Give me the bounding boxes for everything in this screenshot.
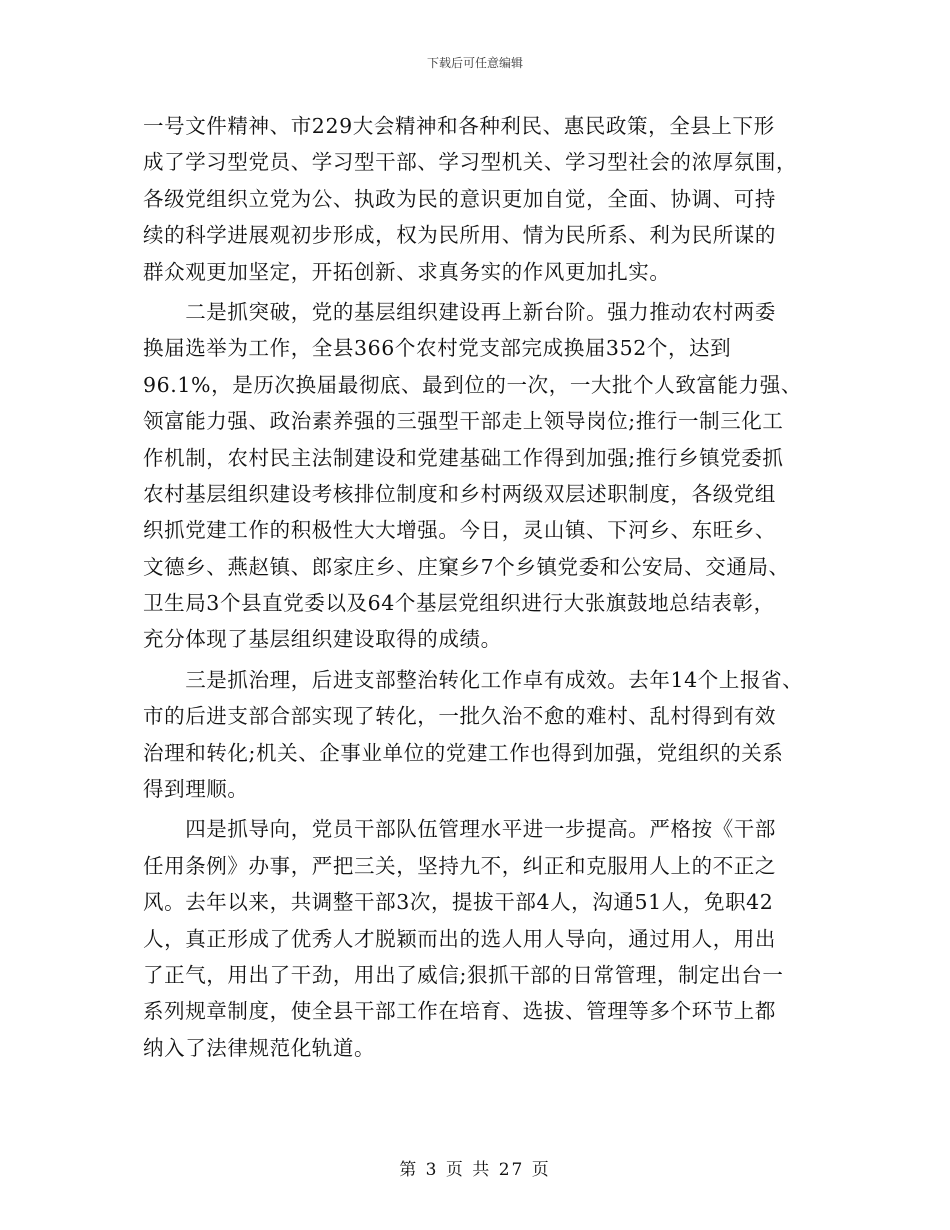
text-line: 市的后进支部合部实现了转化，一批久治不愈的难村、乱村得到有效 xyxy=(143,704,776,729)
text-line: 96.1%，是历次换届最彻底、最到位的一次，一大批个人致富能力强、 xyxy=(143,372,802,397)
text-line: 领富能力强、政治素养强的三强型干部走上领导岗位;推行一制三化工 xyxy=(143,409,784,434)
text-line: 得到理顺。 xyxy=(143,777,249,802)
text-line: 了正气，用出了干劲，用出了威信;狠抓干部的日常管理，制定出台一 xyxy=(143,962,784,987)
text-line: 农村基层组织建设考核排位制度和乡村两级双层述职制度，各级党组 xyxy=(143,481,776,506)
text-line: 卫生局3个县直党委以及64个基层党组织进行大张旗鼓地总结表彰， xyxy=(143,591,775,616)
text-line: 充分体现了基层组织建设取得的成绩。 xyxy=(143,627,502,652)
text-line: 治理和转化;机关、企事业单位的党建工作也得到加强，党组织的关系 xyxy=(143,740,784,765)
text-line: 三是抓治理，后进支部整治转化工作卓有成效。去年14个上报省、 xyxy=(143,667,804,692)
text-line: 换届选举为工作，全县366个农村党支部完成换届352个，达到 xyxy=(143,336,732,361)
paragraph-3 xyxy=(143,662,823,808)
text-line: 一号文件精神、市229大会精神和各种利民、惠民政策，全县上下形 xyxy=(143,114,775,138)
text-line: 人，真正形成了优秀人才脱颖而出的选人用人导向，通过用人，用出 xyxy=(143,926,776,951)
text-line: 成了学习型党员、学习型干部、学习型机关、学习型社会的浓厚氛围， xyxy=(143,150,798,175)
document-body xyxy=(143,108,823,1066)
paragraph-1 xyxy=(143,108,823,290)
text-line: 续的科学进展观初步形成，权为民所用、情为民所系、利为民所谋的 xyxy=(143,223,776,248)
paragraph-2 xyxy=(143,294,823,658)
text-line: 作机制，农村民主法制建设和党建基础工作得到加强;推行乡镇党委抓 xyxy=(143,445,784,470)
text-line: 文德乡、燕赵镇、郎家庄乡、庄窠乡7个乡镇党委和公安局、交通局、 xyxy=(143,554,790,579)
text-line: 系列规章制度，使全县干部工作在培育、选拔、管理等多个环节上都 xyxy=(143,999,776,1024)
text-line: 各级党组织立党为公、执政为民的意识更加自觉，全面、协调、可持 xyxy=(143,186,776,211)
text-line: 四是抓导向，党员干部队伍管理水平进一步提高。严格按《干部 xyxy=(143,817,776,842)
text-line: 任用条例》办事，严把三关，坚持九不，纠正和克服用人上的不正之 xyxy=(143,853,776,878)
text-line: 群众观更加坚定，开拓创新、求真务实的作风更加扎实。 xyxy=(143,259,671,284)
paragraph-4 xyxy=(143,811,823,1066)
text-line: 风。去年以来，共调整干部3次，提拔干部4人，沟通51人，免职42 xyxy=(143,890,774,915)
page-number-footer: 第 3 页 共 27 页 xyxy=(399,1160,551,1180)
text-line: 织抓党建工作的积极性大大增强。今日，灵山镇、下河乡、东旺乡、 xyxy=(143,518,776,543)
page-header: 下载后可任意编辑 xyxy=(426,56,523,70)
text-line: 二是抓突破，党的基层组织建设再上新台阶。强力推动农村两委 xyxy=(143,299,776,324)
text-line: 纳入了法律规范化轨道。 xyxy=(143,1035,376,1060)
